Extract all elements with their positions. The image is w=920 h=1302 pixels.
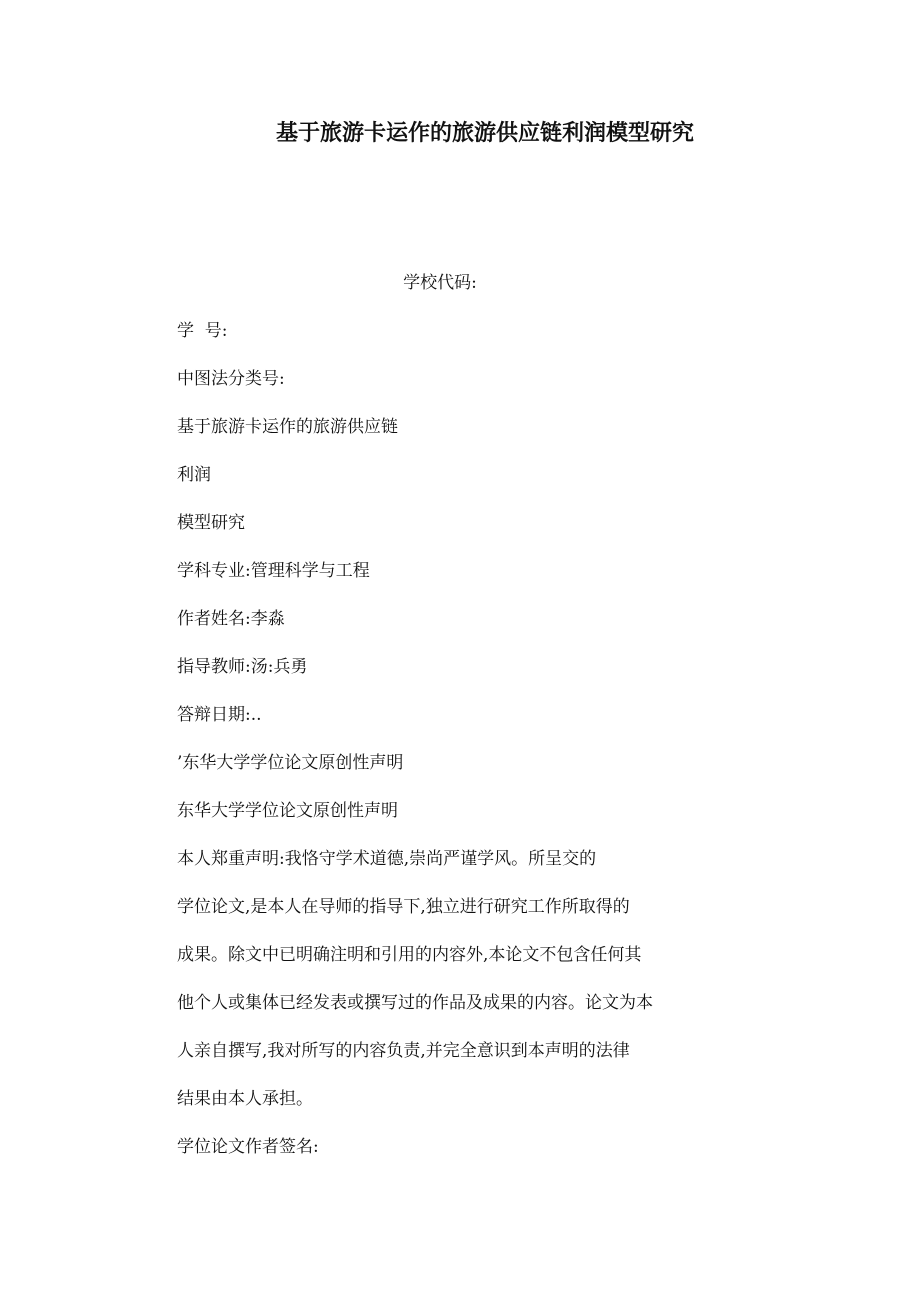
school-code-label: 学校代码:: [403, 273, 477, 293]
declaration-line: 本人郑重声明:我恪守学术道德,崇尚严谨学风。所呈交的: [177, 849, 597, 869]
declaration-line: 他个人或集体已经发表或撰写过的作品及成果的内容。论文为本: [177, 993, 653, 1013]
thesis-title-line-3: 模型研究: [177, 513, 245, 533]
signature-label: 学位论文作者签名:: [177, 1137, 319, 1157]
thesis-title-line-1: 基于旅游卡运作的旅游供应链: [177, 417, 398, 437]
thesis-title-line-2: 利润: [177, 465, 211, 485]
declaration-line: 学位论文,是本人在导师的指导下,独立进行研究工作所取得的: [177, 897, 630, 917]
defense-date-field: 答辩日期:..: [177, 705, 262, 725]
classification-label: 中图法分类号:: [177, 369, 285, 389]
advisor-field: 指导教师:汤:兵勇: [177, 657, 308, 677]
student-id-label: 学 号:: [177, 321, 228, 341]
declaration-heading-1: ’东华大学学位论文原创性声明: [177, 753, 404, 773]
declaration-heading-2: 东华大学学位论文原创性声明: [177, 801, 398, 821]
major-field: 学科专业:管理科学与工程: [177, 561, 370, 581]
declaration-line: 人亲自撰写,我对所写的内容负责,并完全意识到本声明的法律: [177, 1041, 630, 1061]
document-title: 基于旅游卡运作的旅游供应链利润模型研究: [275, 120, 694, 146]
author-field: 作者姓名:李淼: [177, 609, 285, 629]
declaration-line: 成果。除文中已明确注明和引用的内容外,本论文不包含任何其: [177, 945, 642, 965]
declaration-line: 结果由本人承担。: [177, 1089, 313, 1109]
